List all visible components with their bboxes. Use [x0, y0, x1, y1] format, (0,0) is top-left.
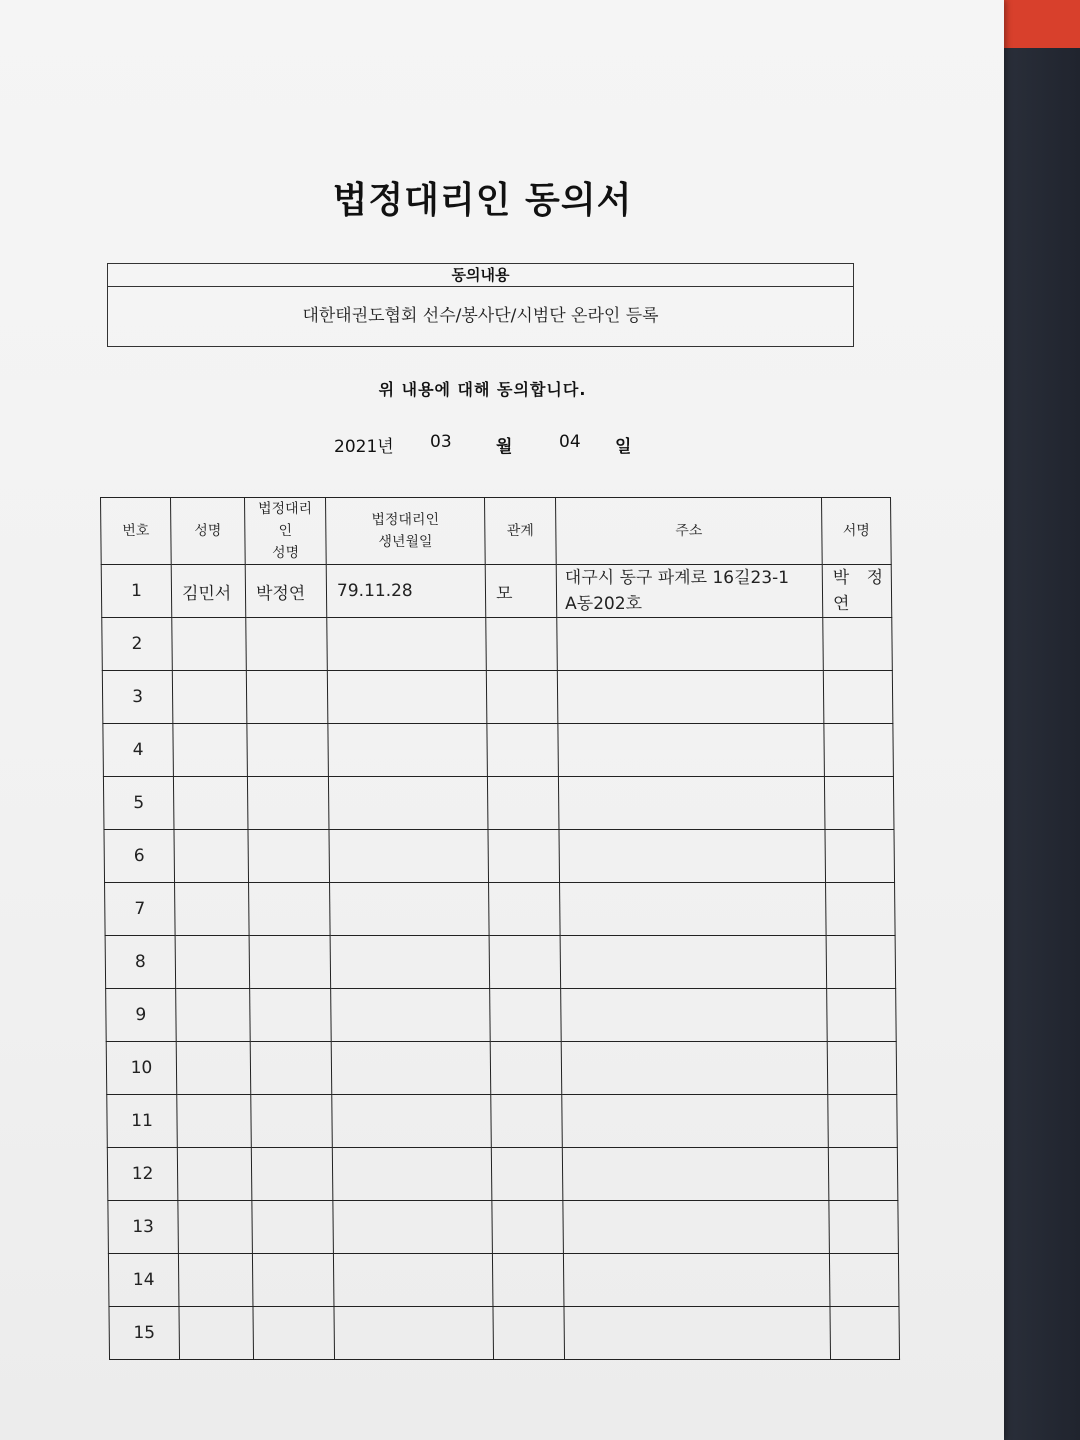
cell-name — [176, 1042, 251, 1095]
cell-address — [557, 618, 824, 671]
header-relation: 관계 — [485, 498, 557, 565]
cell-address — [562, 1148, 829, 1201]
cell-guardian-birthdate — [327, 618, 487, 671]
cell-guardian-name — [253, 1307, 335, 1360]
guardian-roster-table — [100, 497, 900, 1360]
cell-signature — [823, 618, 893, 671]
cell-number: 6 — [104, 830, 175, 883]
cell-signature — [826, 883, 896, 936]
cell-guardian-birthdate — [331, 1042, 491, 1095]
cell-number: 5 — [103, 777, 174, 830]
cell-number: 1 — [101, 565, 172, 618]
cell-guardian-birthdate — [333, 1201, 493, 1254]
cell-signature — [829, 1201, 899, 1254]
cell-number: 2 — [102, 618, 173, 671]
cell-guardian-name — [246, 671, 328, 724]
table-header-row — [101, 498, 892, 565]
cell-address — [558, 777, 825, 830]
cell-guardian-name — [249, 883, 331, 936]
cell-address — [561, 1042, 828, 1095]
cell-relation — [489, 883, 561, 936]
date-month-label: 월 — [496, 437, 513, 457]
table-row — [108, 1254, 899, 1307]
cell-signature — [827, 989, 897, 1042]
cell-guardian-birthdate — [329, 830, 489, 883]
cell-guardian-birthdate — [330, 936, 490, 989]
cell-number: 13 — [108, 1201, 179, 1254]
document-title: 법정대리인 동의서 — [332, 180, 633, 221]
table-row — [106, 1042, 897, 1095]
cell-name: 김민서 — [171, 565, 246, 618]
cell-signature — [830, 1307, 900, 1360]
date-day: 04 — [559, 432, 581, 452]
header-guardian-name: 법정대리 인 성명 — [245, 498, 327, 565]
cell-guardian-name — [251, 1148, 333, 1201]
cell-address — [562, 1095, 829, 1148]
table-row — [108, 1201, 899, 1254]
cell-guardian-name — [250, 989, 332, 1042]
consent-header: 동의내용 — [108, 264, 853, 287]
cell-address — [557, 671, 824, 724]
cell-relation — [487, 777, 559, 830]
cell-number: 4 — [103, 724, 174, 777]
cell-guardian-birthdate — [332, 1148, 492, 1201]
cell-signature: 박 정 연 — [822, 565, 892, 618]
cell-address — [561, 989, 828, 1042]
cell-address — [560, 936, 827, 989]
cell-guardian-name — [252, 1201, 334, 1254]
cell-signature — [825, 830, 895, 883]
cell-guardian-name — [252, 1254, 334, 1307]
date-day-label: 일 — [615, 437, 632, 457]
cell-signature — [824, 724, 894, 777]
cell-number: 3 — [102, 671, 173, 724]
cell-name — [177, 1095, 252, 1148]
date-month: 03 — [430, 432, 452, 452]
cell-guardian-birthdate — [330, 883, 490, 936]
cell-number: 11 — [107, 1095, 178, 1148]
cell-signature — [828, 1095, 898, 1148]
cell-guardian-name — [250, 1042, 332, 1095]
header-number: 번호 — [101, 498, 172, 565]
cell-name — [172, 671, 247, 724]
cell-relation — [492, 1201, 564, 1254]
cell-number: 10 — [106, 1042, 177, 1095]
cell-name — [178, 1201, 253, 1254]
consent-text: 대한태권도협회 선수/봉사단/시범단 온라인 등록 — [302, 306, 659, 326]
cell-guardian-name — [249, 936, 331, 989]
cell-address — [560, 883, 827, 936]
cell-signature — [827, 1042, 897, 1095]
cell-signature — [823, 671, 893, 724]
table-row — [102, 618, 893, 671]
cell-name — [174, 830, 249, 883]
cell-name — [173, 777, 248, 830]
cell-address — [564, 1307, 831, 1360]
cell-address — [563, 1201, 830, 1254]
cell-guardian-name — [246, 618, 328, 671]
header-signature: 서명 — [822, 498, 892, 565]
cell-name — [178, 1254, 253, 1307]
cell-guardian-birthdate — [327, 671, 487, 724]
table-row — [105, 936, 896, 989]
cell-address — [559, 830, 826, 883]
table-row — [103, 777, 894, 830]
cell-relation — [486, 618, 558, 671]
agreement-statement: 위 내용에 대해 동의합니다. — [378, 380, 587, 399]
cell-signature — [826, 936, 896, 989]
cell-number: 12 — [107, 1148, 178, 1201]
cell-relation — [487, 724, 559, 777]
table-row — [103, 724, 894, 777]
cell-guardian-birthdate — [334, 1307, 494, 1360]
cell-name — [175, 883, 250, 936]
cell-relation — [491, 1095, 563, 1148]
cell-guardian-name — [251, 1095, 333, 1148]
cell-relation: 모 — [485, 565, 557, 618]
table-row — [106, 989, 897, 1042]
cell-name — [172, 618, 247, 671]
cell-number: 8 — [105, 936, 176, 989]
date-year: 2021년 — [334, 437, 394, 457]
table-row — [101, 565, 892, 618]
cell-signature — [828, 1148, 898, 1201]
cell-number: 15 — [109, 1307, 180, 1360]
cell-number: 7 — [105, 883, 176, 936]
cell-guardian-name — [247, 724, 329, 777]
cell-relation — [486, 671, 558, 724]
cell-name — [179, 1307, 254, 1360]
header-name: 성명 — [171, 498, 246, 565]
cell-relation — [491, 1148, 563, 1201]
cell-relation — [489, 936, 561, 989]
header-address: 주소 — [556, 498, 823, 565]
cell-relation — [490, 989, 562, 1042]
cell-address — [558, 724, 825, 777]
table-row — [107, 1095, 898, 1148]
cell-signature — [824, 777, 894, 830]
cell-guardian-birthdate — [331, 989, 491, 1042]
cell-guardian-name: 박정연 — [245, 565, 327, 618]
cell-guardian-birthdate — [328, 777, 488, 830]
cell-name — [177, 1148, 252, 1201]
cell-number: 9 — [106, 989, 177, 1042]
consent-box — [107, 263, 854, 347]
cell-address: 대구시 동구 파계로 16길23-1 A동202호 — [556, 565, 823, 618]
desk-background — [1000, 0, 1080, 1440]
cell-guardian-birthdate — [328, 724, 488, 777]
cell-relation — [493, 1307, 565, 1360]
cell-guardian-birthdate — [332, 1095, 492, 1148]
cell-guardian-name — [247, 777, 329, 830]
header-guardian-birthdate: 법정대리인 생년월일 — [326, 498, 486, 565]
cell-address — [563, 1254, 830, 1307]
cell-guardian-birthdate — [333, 1254, 493, 1307]
table-row — [102, 671, 893, 724]
cell-guardian-name — [248, 830, 330, 883]
cell-relation — [490, 1042, 562, 1095]
table-row — [107, 1148, 898, 1201]
cell-name — [173, 724, 248, 777]
cell-number: 14 — [108, 1254, 179, 1307]
cell-name — [176, 989, 251, 1042]
cell-guardian-birthdate: 79.11.28 — [326, 565, 486, 618]
cell-name — [175, 936, 250, 989]
table-row — [105, 883, 896, 936]
desk-red-object — [1000, 0, 1080, 48]
cell-signature — [829, 1254, 899, 1307]
table-row — [104, 830, 895, 883]
cell-relation — [488, 830, 560, 883]
cell-relation — [492, 1254, 564, 1307]
table-row — [109, 1307, 900, 1360]
